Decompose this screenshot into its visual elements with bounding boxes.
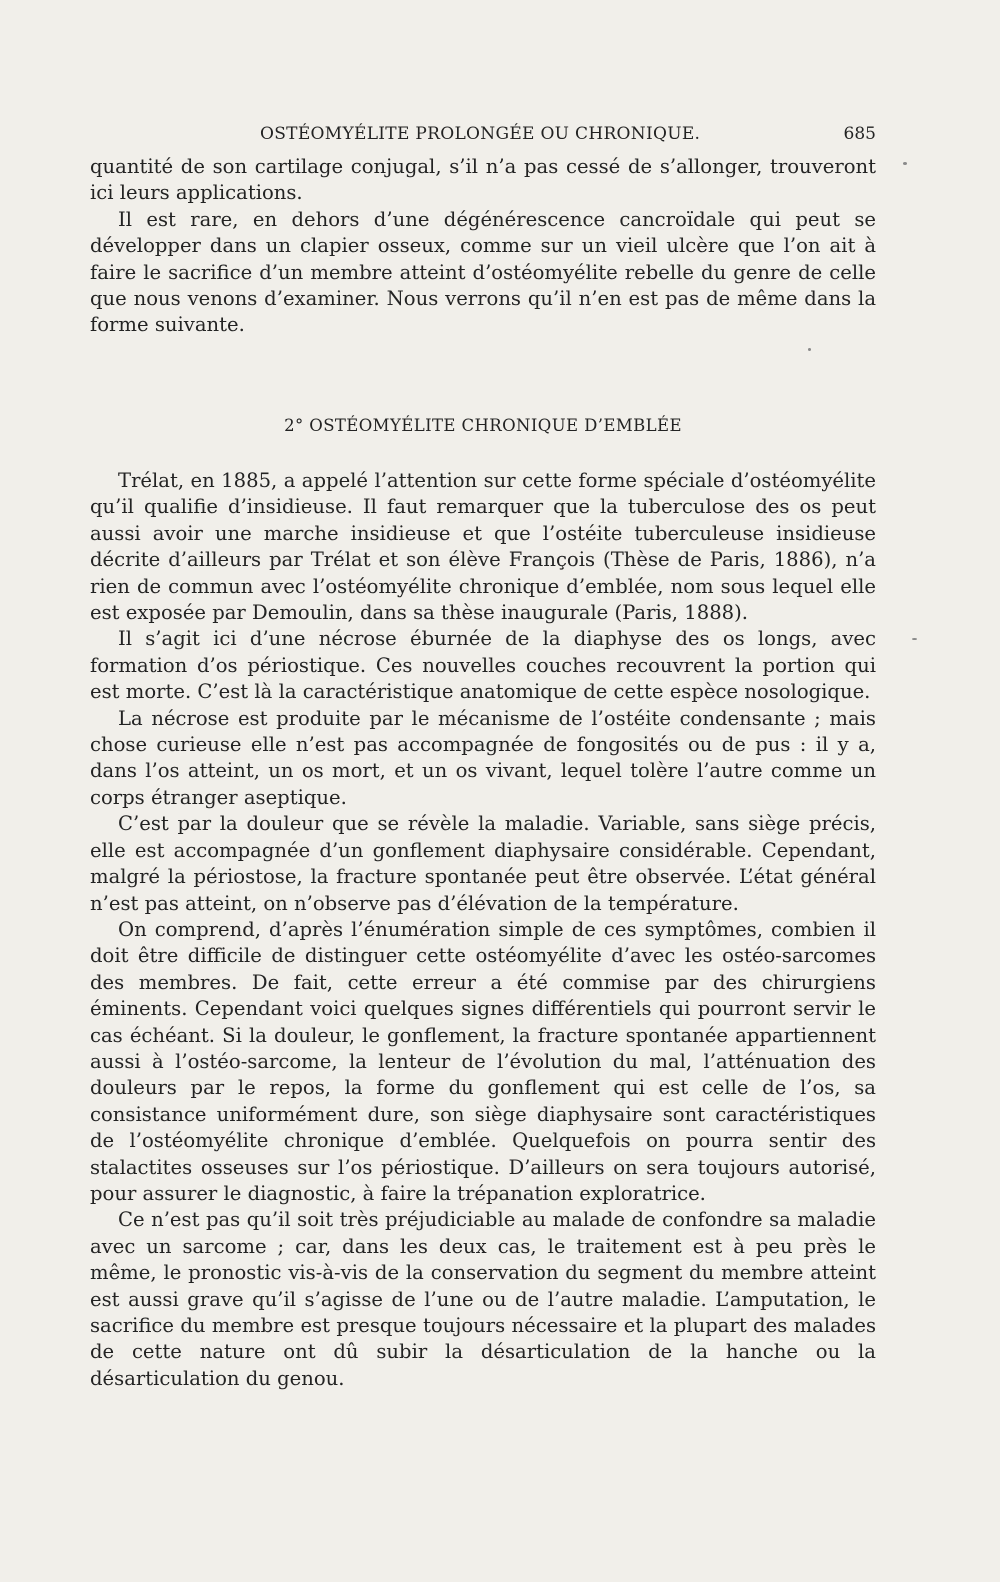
paragraph: Il s’agit ici d’une nécrose éburnée de la diaphyse des os longs, avec formation d’os périostique. Ces nouvelles couches recouvrent la portion qui est morte. C’est là la caractéristique anatomique de cette espèce nosologique. [90,627,876,704]
running-head [90,122,876,146]
section-text-block [90,468,876,1392]
paragraph: C’est par la douleur que se révèle la maladie. Variable, sans siège précis, elle est accompagnée d’un gonflement diaphysaire considérable. Cependant, malgré la périostose, la fracture spontanée peut être observée. L’état général n’est pas atteint, on n’observe pas d’élévation de la température. [90,812,876,915]
paragraph: La nécrose est produite par le mécanisme de l’ostéite condensante ; mais chose curieuse elle n’est pas accompagnée de fongosités ou de pus : il y a, dans l’os atteint, un os mort, et un os vivant, lequel tolère l’autre comme un corps étranger aseptique. [90,706,876,809]
print-speck [808,348,811,351]
intro-text-block [90,154,876,339]
paragraph: On comprend, d’après l’énumération simple de ces symptômes, combien il doit être difficile de distinguer cette ostéomyélite d’avec les ostéo-sarcomes des membres. De fait, cette erreur a été commise par des chirurgiens éminents. Cependant voici quelques signes différentiels qui pourront servir le cas échéant. Si la douleur, le gonflement, la fracture spontanée appartiennent aussi à l’ostéo-sarcome, la lenteur de l’évolution du mal, l’atténuation des douleurs par le repos, la forme du gonflement qui est celle de l’os, sa consistance uniformément dure, son siège diaphysaire sont caractéristiques de l’ostéomyélite chronique d’emblée. Quelquefois on pourra sentir des stalactites osseuses sur l’os périostique. D’ailleurs on sera toujours autorisé, pour assurer le diagnostic, à faire la trépanation exploratrice. [90,917,876,1205]
paragraph: Ce n’est pas qu’il soit très préjudiciable au malade de confondre sa maladie avec un sarcome ; car, dans les deux cas, le traitement est à peu près le même, le pronostic vis-à-vis de la conservation du segment du membre atteint est aussi grave qu’il s’agisse de l’une ou de l’autre maladie. L’amputation, le sacrifice du membre est presque toujours nécessaire et la plupart des malades de cette nature ont dû subir la désarticulation de la hanche ou la désarticulation du genou. [90,1208,876,1390]
paragraph-continuation: quantité de son cartilage conjugal, s’il n’a pas cessé de s’allonger, trouveront ici leurs applications. [90,155,876,205]
print-speck [903,162,907,165]
running-title: OSTÉOMYÉLITE PROLONGÉE OU CHRONIQUE. [260,124,701,144]
paragraph: Trélat, en 1885, a appelé l’attention sur cette forme spéciale d’ostéomyélite qu’il qualifie d’insidieuse. Il faut remarquer que la tuberculose des os peut aussi avoir une marche insidieuse et que l’ostéite tuberculeuse insidieuse décrite d’ailleurs par Trélat et son élève François (Thèse de Paris, 1886), n’a rien de commun avec l’ostéomyélite chronique d’emblée, nom sous lequel elle est exposée par Demoulin, dans sa thèse inaugurale (Paris, 1888). [90,469,876,625]
section-heading: 2° OSTÉOMYÉLITE CHRONIQUE D’EMBLÉE [284,416,682,435]
print-speck [912,638,917,640]
paragraph: Il est rare, en dehors d’une dégénérescence cancroïdale qui peut se développer dans un clapier osseux, comme sur un vieil ulcère que l’on ait à faire le sacrifice d’un membre atteint d’ostéomyélite rebelle du genre de celle que nous venons d’examiner. Nous verrons qu’il n’en est pas de même dans la forme suivante. [90,207,876,337]
page-number: 685 [843,124,876,144]
